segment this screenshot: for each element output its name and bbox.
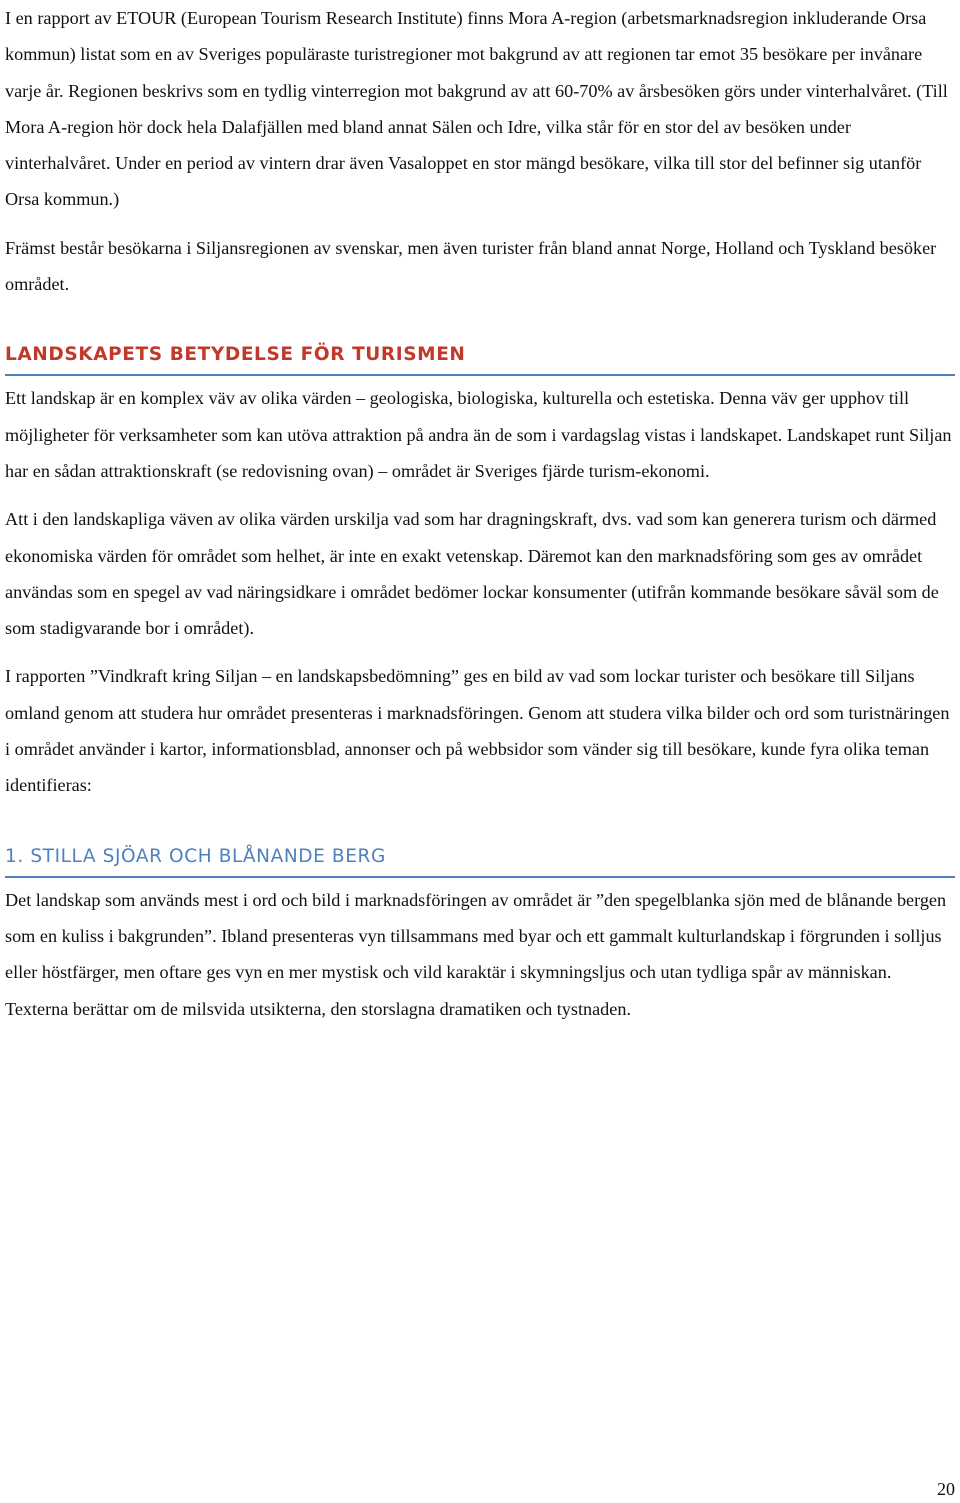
spacer — [5, 218, 955, 230]
paragraph-intro-1: I en rapport av ETOUR (European Tourism Research Institute) finns Mora A-region (arbetsmarknadsregion inkluderande Orsa kommun) listat som en av Sveriges populäraste turistregioner mot bakgrund av att regionen tar emot 35 besökare per invånare varje år. Regionen beskrivs som en tydlig vinterregion mot bakgrund av att 60-70% av årsbesöken görs under vinterhalvåret. (Till Mora A-region hör dock hela Dalafjällen med bland annat Sälen och Idre, vilka står för en stor del av besöken under vinterhalvåret. Under en period av vintern drar även Vasaloppet en stor mängd besökare, vilka till stor del befinner sig utanför Orsa kommun.) — [5, 8, 948, 210]
spacer — [5, 804, 955, 834]
page-number: 20 — [937, 1479, 955, 1499]
paragraph-section1-2: Att i den landskapliga väven av olika värden urskilja vad som har dragningskraft, dvs. vad som kan generera turism och därmed ekonomiska värden för området som helhet, är inte en exakt vetenskap. Däremot kan den marknadsföring som ges av området användas som en spegel av vad näringsidkare i området bedömer lockar konsumenter (utifrån kommande besökare såväl som de som stadigvarande bor i området). — [5, 509, 939, 639]
section-heading-stilla-sjoar: 1. STILLA SJÖAR OCH BLÅNANDE BERG — [5, 834, 955, 878]
page-content — [5, 0, 955, 1027]
spacer — [5, 489, 955, 501]
paragraph-section1-3: I rapporten ”Vindkraft kring Siljan – en landskapsbedömning” ges en bild av vad som lockar turister och besökare till Siljans omland genom att studera hur området presenteras i marknadsföringen. Genom att studera vilka bilder och ord som turistnäringen i området använder i kartor, informationsblad, annonser och på webbsidor som vänder sig till besökare, kunde fyra olika teman identifieras: — [5, 666, 950, 796]
spacer — [5, 646, 955, 658]
paragraph-section1-1: Ett landskap är en komplex väv av olika värden – geologiska, biologiska, kulturella och estetiska. Denna väv ger upphov till möjligheter för verksamheter som kan utöva attraktion på andra än de som i vardagslag vistas i landskapet. Landskapet runt Siljan har en sådan attraktionskraft (se redovisning ovan) – området är Sveriges fjärde turism-ekonomi. — [5, 388, 952, 481]
paragraph-section2-1: Det landskap som används mest i ord och bild i marknadsföringen av området är ”den spegelblanka sjön med de blånande bergen som en kuliss i bakgrunden”. Ibland presenteras vyn tillsammans med byar och ett gammalt kulturlandskap i förgrunden i solljus eller höstfärger, men oftare ges vyn en mer mystisk och vild karaktär i skymningsljus och utan tydliga spår av människan. Texterna berättar om de milsvida utsikterna, den storslagna dramatiken och tystnaden. — [5, 889, 947, 1019]
spacer — [5, 302, 955, 332]
paragraph-intro-2: Främst består besökarna i Siljansregionen av svenskar, men även turister från bland annat Norge, Holland och Tyskland besöker området. — [5, 237, 937, 295]
section-heading-landskapets-betydelse: LANDSKAPETS BETYDELSE FÖR TURISMEN — [5, 332, 955, 376]
